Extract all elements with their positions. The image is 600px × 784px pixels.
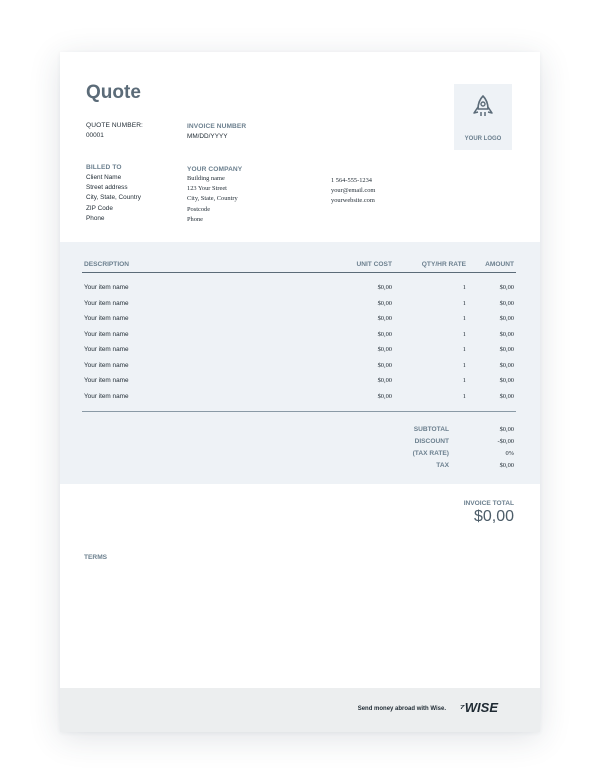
table-row-description: Your item name	[84, 377, 129, 384]
table-row-description: Your item name	[84, 392, 129, 400]
table-row-description: Your item name	[84, 315, 129, 322]
invoice-number-label: INVOICE NUMBER	[187, 123, 247, 130]
company-phone: 1 564-555-1234	[331, 177, 373, 184]
subtotal-label: SUBTOTAL	[413, 426, 449, 433]
column-header-unit-cost: UNIT COST	[356, 261, 392, 268]
company-label: YOUR COMPANY	[187, 166, 243, 173]
tax-value: $0,00	[499, 462, 514, 469]
table-row-amount: $0,00	[499, 377, 514, 384]
table-row-description: Your item name	[84, 299, 129, 307]
table-row-unit-cost: $0,00	[377, 377, 392, 384]
table-row-unit-cost: $0,00	[377, 315, 392, 322]
line-items-section	[60, 242, 540, 484]
subtotal-value: $0,00	[499, 426, 514, 433]
column-header-description: DESCRIPTION	[84, 261, 130, 268]
table-row-amount: $0,00	[499, 299, 514, 307]
company-website: yourwebsite.com	[331, 197, 375, 205]
discount-value: -$0,00	[497, 438, 514, 445]
table-row-amount: $0,00	[499, 346, 514, 353]
company-address	[187, 174, 238, 225]
table-row-qty: 1	[462, 392, 466, 400]
quote-number-label: QUOTE NUMBER:	[86, 122, 143, 129]
table-row-unit-cost: $0,00	[377, 330, 392, 338]
table-row-unit-cost: $0,00	[377, 299, 392, 307]
terms-label: TERMS	[84, 554, 108, 561]
quote-number-value: 00001	[86, 132, 104, 139]
quote-document	[60, 52, 540, 732]
billed-to-label: BILLED TO	[86, 164, 122, 171]
billed-to-line: City, State, Country	[86, 194, 141, 202]
table-row-qty: 1	[462, 315, 466, 322]
table-row-unit-cost: $0,00	[377, 346, 392, 353]
wise-logo[interactable]: ⁷WISE	[459, 700, 498, 715]
table-row-description: Your item name	[84, 284, 129, 291]
invoice-total-value: $0,00	[473, 508, 514, 525]
company-contact	[331, 176, 375, 207]
footer-promo-text: Send money abroad with Wise.	[357, 706, 446, 712]
billed-to-block	[86, 173, 141, 224]
table-row-qty: 1	[462, 284, 466, 291]
billed-to-line: ZIP Code	[86, 204, 113, 212]
table-row-amount: $0,00	[499, 315, 514, 322]
items-divider	[82, 411, 516, 412]
table-row-unit-cost: $0,00	[377, 361, 392, 369]
table-row-amount: $0,00	[499, 330, 514, 338]
company-line: Phone	[187, 215, 203, 223]
invoice-total-label: INVOICE TOTAL	[463, 500, 514, 507]
column-header-amount: AMOUNT	[485, 261, 514, 268]
table-row-qty: 1	[462, 330, 466, 338]
column-header-qty: QTY/HR RATE	[421, 261, 466, 268]
table-row-amount: $0,00	[499, 392, 514, 400]
billed-to-line: Street address	[86, 184, 128, 192]
tax-label: TAX	[436, 462, 449, 469]
tax-rate-value: 0%	[505, 450, 514, 457]
billed-to-line: Phone	[86, 214, 105, 222]
discount-label: DISCOUNT	[414, 438, 449, 445]
table-row-amount: $0,00	[499, 361, 514, 369]
footer-bar	[60, 688, 540, 732]
table-row-amount: $0,00	[499, 284, 514, 291]
logo-text: YOUR LOGO	[464, 136, 502, 142]
table-row-description: Your item name	[84, 361, 129, 369]
company-line: 123 Your Street	[187, 185, 227, 193]
tax-rate-label: (TAX RATE)	[412, 450, 449, 457]
company-line: Building name	[187, 175, 225, 182]
company-email: your@email.com	[331, 187, 376, 195]
table-row-qty: 1	[462, 346, 466, 353]
company-line: City, State, Country	[187, 195, 238, 203]
billed-to-line: Client Name	[86, 174, 122, 181]
company-line: Postcode	[187, 205, 211, 213]
logo-placeholder	[454, 84, 512, 150]
table-row-unit-cost: $0,00	[377, 392, 392, 400]
table-row-qty: 1	[462, 361, 466, 369]
table-row-description: Your item name	[84, 330, 129, 338]
header-divider	[82, 272, 516, 273]
table-row-qty: 1	[462, 299, 466, 307]
table-row-unit-cost: $0,00	[377, 284, 392, 291]
rocket-icon	[472, 94, 494, 120]
table-row-qty: 1	[462, 377, 466, 384]
document-title: Quote	[86, 82, 141, 103]
invoice-date-value: MM/DD/YYYY	[187, 133, 228, 140]
table-row-description: Your item name	[84, 346, 129, 353]
